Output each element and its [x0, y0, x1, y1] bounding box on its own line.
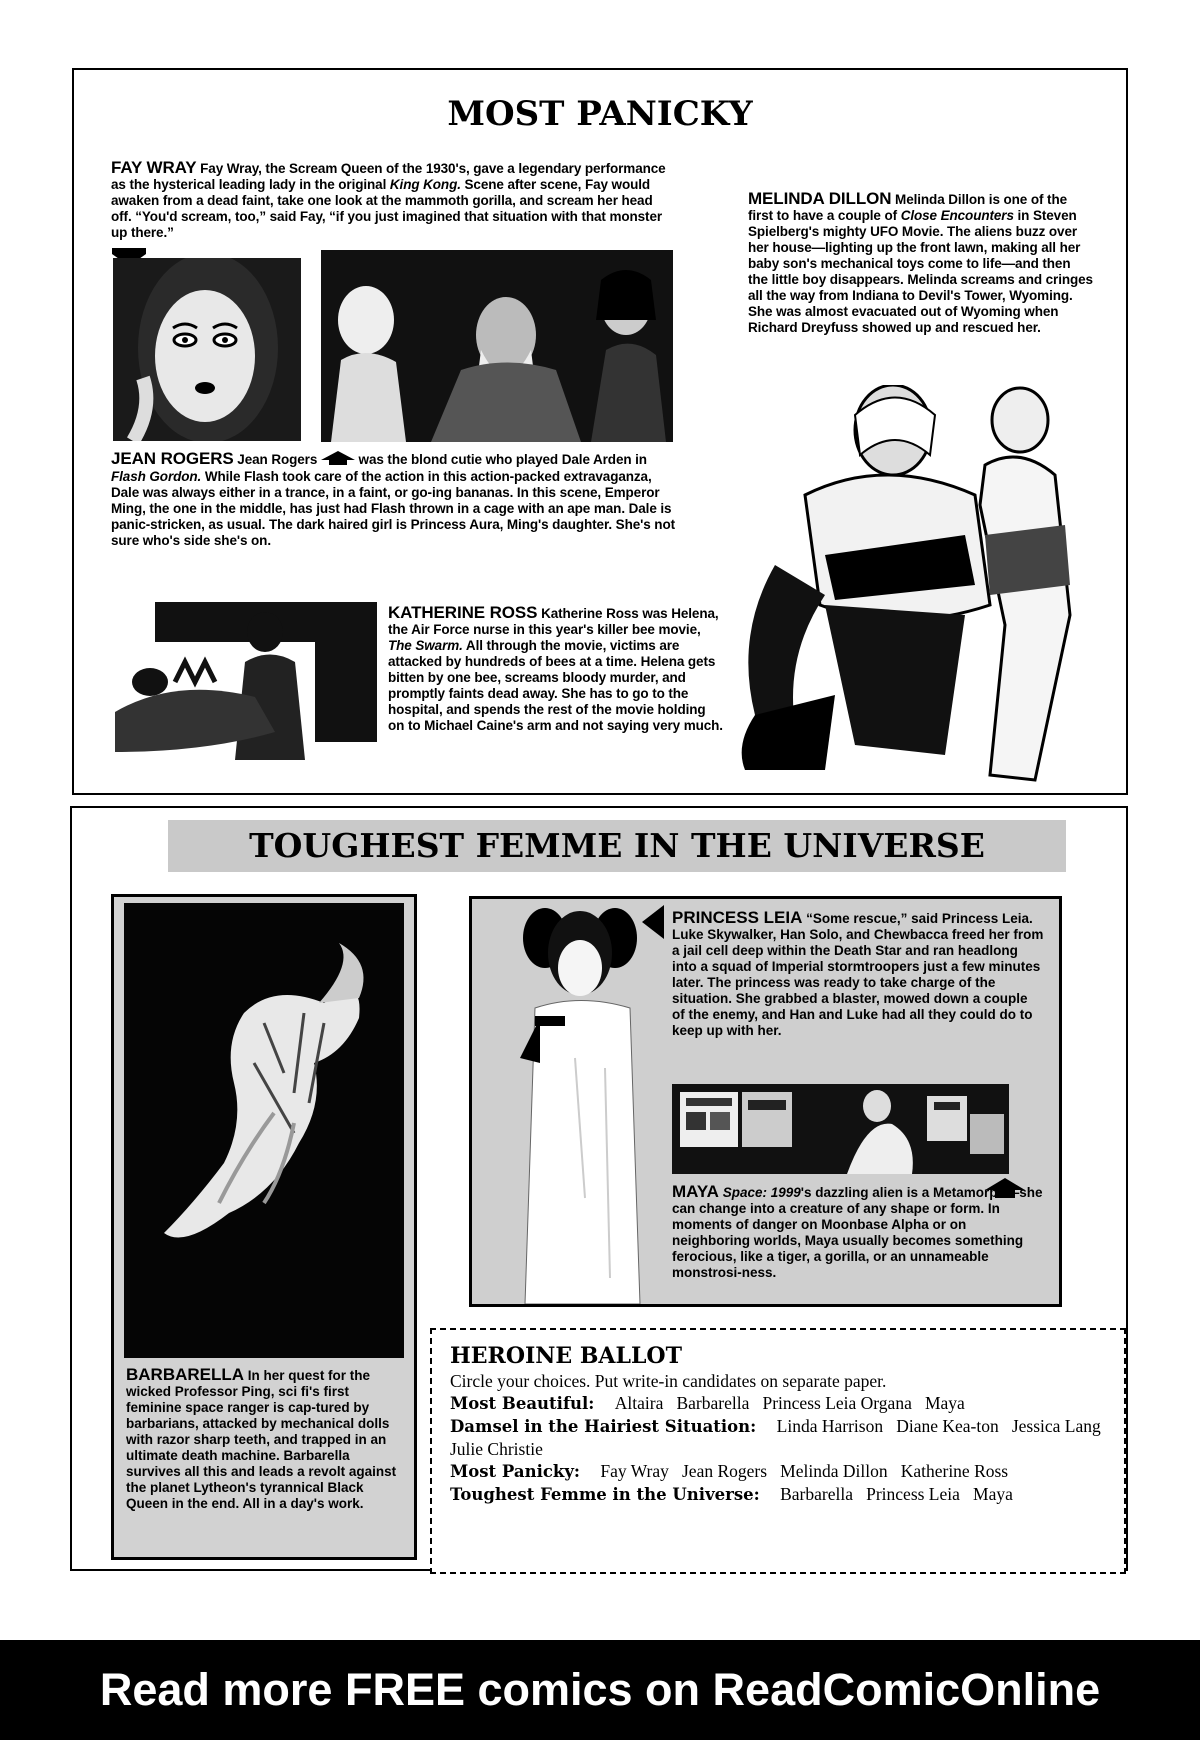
maya-caption: [672, 1184, 1044, 1281]
barbarella-photo: [124, 903, 404, 1358]
maya-space-1999-photo: [672, 1084, 1009, 1174]
up-arrow-icon: [321, 451, 355, 469]
ballot-options[interactable]: Barbarella Princess Leia Maya: [780, 1484, 1013, 1504]
ballot-row-most-panicky: [450, 1460, 1108, 1483]
fay-wray-caption: [111, 160, 676, 241]
melinda-dillon-film: Close Encounters: [900, 208, 1014, 223]
ballot-options[interactable]: Altaira Barbarella Princess Leia Organa Maya: [614, 1393, 965, 1413]
melinda-dillon-caption: [748, 191, 1093, 336]
close-encounters-still: [735, 385, 1075, 785]
jean-rogers-lead: Jean Rogers: [233, 452, 321, 467]
jean-rogers-text-2: While Flash took care of the action in this action-packed extravaganza, Dale was always either in a trance, in a faint, or go-ing bananas. In this scene, Emperor Ming, the one in the middle, has just had Flash thrown in a cage with an ape man. Dale is panic-stricken, as usual. The dark haired girl is Princess Aura, Ming's daughter. She's not sure who's side she's on.: [111, 469, 675, 549]
ballot-row-damsel: [450, 1415, 1114, 1460]
fay-wray-film: King Kong.: [389, 177, 461, 192]
ballot-title: HEROINE BALLOT: [450, 1343, 682, 1369]
jean-rogers-film: Flash Gordon.: [111, 469, 202, 485]
heroine-ballot: [430, 1328, 1126, 1574]
melinda-dillon-text-2: in Steven Spielberg's mighty UFO Movie. The aliens buzz over her house—lighting up the front lawn, making all her baby son's mechanical toys come to life—and then the little boy disappears. Melinda screams and cringes all the way from Indiana to Devil's Tower, Wyoming. She was almost evacuated out of Wyoming when Richard Dreyfuss showed up and rescued her.: [748, 208, 1093, 335]
barbarella-name: BARBARELLA: [126, 1365, 245, 1384]
ballot-options[interactable]: Fay Wray Jean Rogers Melinda Dillon Katherine Ross: [600, 1461, 1009, 1481]
fay-wray-photo: [113, 258, 301, 441]
ballot-row-toughest-femme: [450, 1483, 1108, 1506]
jean-rogers-text: was the blond cutie who played Dale Arden in: [354, 452, 647, 467]
katherine-ross-caption: [388, 605, 723, 734]
katherine-ross-text-2: All through the movie, victims are attacked by hundreds of bees at a time. Helena gets bitten by one bee, screams bloody murder, and promptly faints dead away. She has to go to the hospital, and spends the rest of the movie holding on to Michael Caine's arm and not saying very much.: [388, 638, 723, 733]
the-swarm-still: [115, 602, 377, 760]
ballot-options[interactable]: Linda Harrison Diane Kea-ton Jessica Lang Julie Christie: [450, 1416, 1114, 1459]
maya-series: Space: 1999: [718, 1185, 801, 1200]
fay-wray-name: FAY WRAY: [111, 158, 197, 177]
melinda-dillon-text: Melinda Dillon is one of the first to have a couple of: [748, 192, 1068, 223]
read-more-link[interactable]: Read more FREE comics on ReadComicOnline: [99, 1664, 1101, 1715]
princess-leia-text: “Some rescue,” said Princess Leia. Luke Skywalker, Han Solo, and Chewbacca freed her from a jail cell deep within the Death Star and ran headlong into a squad of Imperial stormtroopers just a few minutes later. The princess was ready to take charge of the situation. She grabbed a blaster, mowed down a couple of the enemy, and Han and Luke had all they could do to keep up with her.: [672, 911, 1044, 1038]
ballot-instructions: Circle your choices. Put write-in candidates on separate paper.: [450, 1371, 887, 1391]
toughest-femme-heading: TOUGHEST FEMME IN THE UNIVERSE: [249, 826, 985, 865]
ballot-category: Toughest Femme in the Universe:: [450, 1485, 760, 1504]
left-arrow-icon: [642, 905, 664, 939]
ballot-category: Most Beautiful:: [450, 1394, 595, 1413]
ballot-category: Damsel in the Hairiest Situation:: [450, 1417, 757, 1436]
most-panicky-heading: MOST PANICKY: [447, 94, 753, 134]
barbarella-caption: [126, 1367, 404, 1512]
maya-name: MAYA: [672, 1182, 719, 1201]
flash-gordon-still: [321, 250, 673, 442]
read-more-banner[interactable]: [0, 1640, 1200, 1740]
ballot-category: Most Panicky:: [450, 1462, 581, 1481]
ballot-row-most-beautiful: [450, 1392, 1108, 1415]
jean-rogers-caption: [111, 451, 676, 549]
maya-text: 's dazzling alien is a Metamorph—she can change into a creature of any shape or form. In moments of danger on Moonbase Alpha or on neighboring worlds, Maya usually becomes something ferocious, like a tiger, a gorilla, or an unnameable monstrosi-ness.: [672, 1185, 1043, 1280]
jean-rogers-name: JEAN ROGERS: [111, 449, 234, 468]
fay-wray-text: Fay Wray, the Scream Queen of the 1930's, gave a legendary performance as the hysterical leading lady in the original: [111, 161, 666, 192]
princess-leia-caption: [672, 910, 1044, 1039]
princess-leia-photo: [515, 898, 660, 1304]
fay-wray-text-2: Scene after scene, Fay would awaken from a dead faint, take one look at the mammoth gorilla, and scream her head off. “You'd scream, too,” said Fay, “if you just imagined that situation with that monster up there.”: [111, 177, 663, 240]
princess-leia-name: PRINCESS LEIA: [672, 908, 803, 927]
barbarella-text: In her quest for the wicked Professor Ping, sci fi's first feminine space ranger is cap-tured by barbarians, attacked by mechanical dolls with razor sharp teeth, and trapped in an ultimate death machine. Barbarella survives all this and leads a revolt against the planet Lytheon's tyrannical Black Queen in the end. All in a day's work.: [126, 1368, 397, 1511]
melinda-dillon-name: MELINDA DILLON: [748, 189, 892, 208]
katherine-ross-film: The Swarm.: [388, 638, 463, 653]
katherine-ross-text: Katherine Ross was Helena, the Air Force nurse in this year's killer bee movie,: [388, 606, 719, 637]
katherine-ross-name: KATHERINE ROSS: [388, 603, 538, 622]
